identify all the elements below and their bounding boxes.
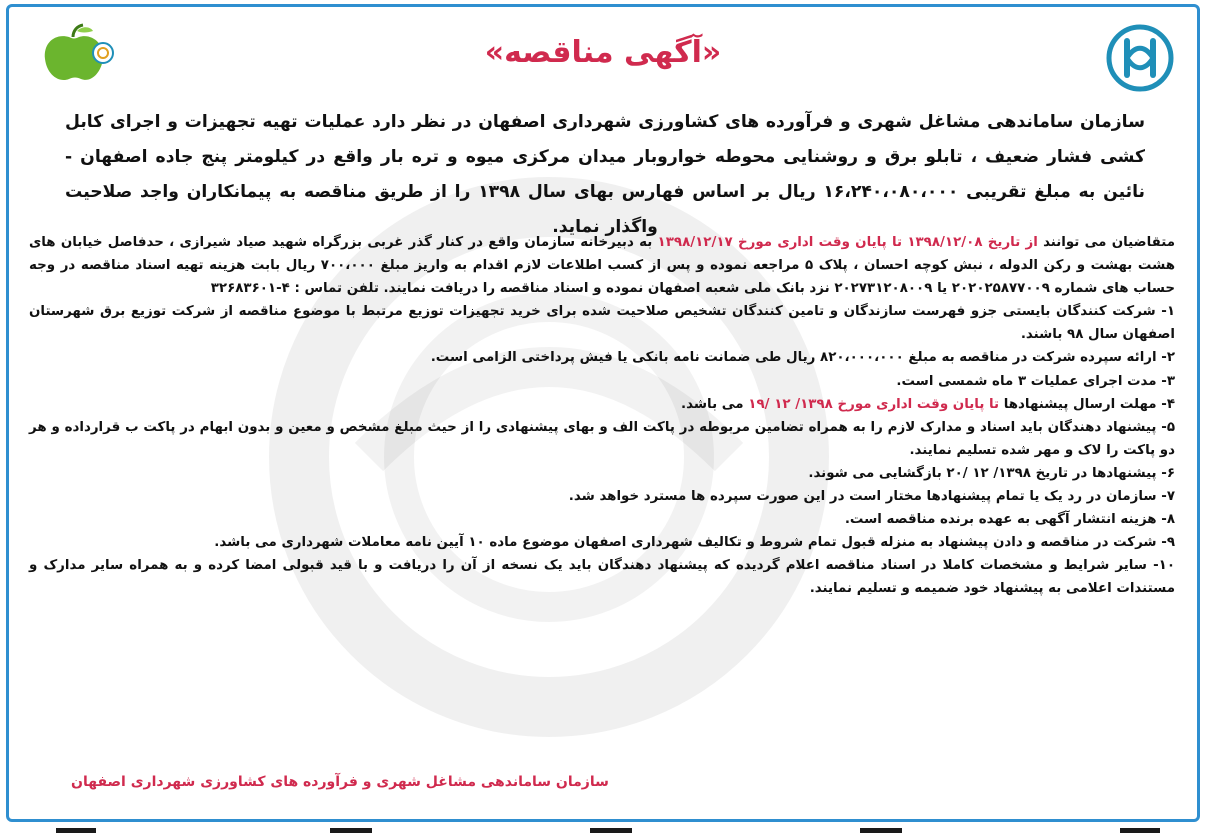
notice-body [29, 231, 1175, 601]
condition-item-8: ۸- هزینه انتشار آگهی به عهده برنده مناقصه است. [844, 512, 1175, 528]
bottom-rule-mark [590, 828, 632, 833]
application-paragraph [29, 231, 1175, 300]
condition-item-10: ۱۰- سایر شرایط و مشخصات کاملا در اسناد مناقصه اعلام گردیده که پیشنهاد دهندگان باید یک نسخه از آن را دریافت و با قید قبولی امضا کرده و به همراه سایر مدارک و مستندات اعلامی به پیشنهاد خود ضمیمه و تسلیم نمایند. [29, 558, 1175, 597]
issuer-signature: سازمان ساماندهی مشاغل شهری و فرآورده های کشاورزی شهرداری اصفهان [71, 774, 609, 790]
condition-item-1: ۱- شرکت کنندگان بایستی جزو فهرست سازندگان و تامین کنندگان تشخیص صلاحیت شده برای خرید تجهیزات توزیع مرتبط با موضوع مناقصه از شرکت توزیع برق شهرستان اصفهان سال ۹۸ باشند. [29, 304, 1175, 343]
deadline-text-start: ۴- مهلت ارسال پیشنهادها [999, 396, 1175, 412]
notice-frame [6, 4, 1200, 822]
condition-item-5: ۵- پیشنهاد دهندگان باید اسناد و مدارک لازم را به همراه تضامین مربوطه در پاکت الف و بهای پیشنهادی را از حیث مبلغ مشخص و معین و بدون ابهام در پاکت ب قرارداده و هر دو پاکت را لاک و مهر شده تسلیم نمایند. [29, 419, 1175, 458]
bottom-rule-mark [860, 828, 902, 833]
application-text-start: متقاضیان می توانند [1037, 235, 1175, 250]
deadline-date: تا پایان وقت اداری مورخ ۱۳۹۸/ ۱۲ /۱۹ [748, 396, 1000, 412]
condition-item-2: ۲- ارائه سپرده شرکت در مناقصه به مبلغ ۸۲۰،۰۰۰،۰۰۰ ریال طی ضمانت نامه بانکی یا فیش پرداختی الزامی است. [430, 350, 1175, 366]
notice-title: «آگهی مناقصه» [484, 35, 722, 70]
bottom-rule-mark [56, 828, 96, 833]
condition-item-6: ۶- پیشنهادها در تاریخ ۱۳۹۸/ ۱۲ /۲۰ بازگشایی می شوند. [808, 465, 1175, 481]
application-text-end: به دبیرخانه سازمان واقع در کنار گذر غربی بزرگراه شهید صیاد شیرازی ، حدفاصل خیابان های هشت بهشت و رکن الدوله ، نبش کوچه احسان ، پلاک ۵ مراجعه نموده و پس از کسب اطلاعات لازم اقدام به واریز مبلغ ۷۰۰،۰۰۰ ریال بابت هزینه تهیه اسناد مناقصه در وجه حساب های شماره ۲۰۲۰۲۵۸۷۷۰۰۹ یا ۲۰۲۷۳۱۲۰۸۰۰۹ نزد بانک ملی شعبه اصفهان نموده و اسناد مناقصه را دریافت نمایند. تلفن تماس : ۴-۳۲۶۸۳۶۰۱ [29, 235, 1175, 297]
condition-item-3: ۳- مدت اجرای عملیات ۳ ماه شمسی است. [896, 373, 1175, 389]
bottom-rule [0, 825, 1208, 835]
condition-item-9: ۹- شرکت در مناقصه و دادن پیشنهاد به منزله قبول تمام شروط و تکالیف شهرداری اصفهان موضوع ماده ۱۰ آیین نامه معاملات شهرداری می باشد. [214, 535, 1175, 551]
notice-intro: سازمان ساماندهی مشاغل شهری و فرآورده های کشاورزی شهرداری اصفهان در نظر دارد عملیات تهیه تجهیزات و اجرای کابل کشی فشار ضعیف ، تابلو برق و روشنایی محوطه خواروبار میدان مرکزی میوه و تره بار واقع در کیلومتر پنج جاده اصفهان - نائین به مبلغ تقریبی ۱۶،۲۴۰،۰۸۰،۰۰۰ ریال بر اساس فهارس بهای سال ۱۳۹۸ را از طریق مناقصه به پیمانکاران واجد صلاحیت واگذار نماید. [65, 112, 1145, 237]
condition-item-7: ۷- سازمان در رد یک یا تمام پیشنهادها مختار است در این صورت سپرده ها مسترد خواهد شد. [568, 489, 1175, 505]
bottom-rule-mark [1120, 828, 1160, 833]
condition-item-4 [29, 393, 1175, 416]
application-date-range: از تاریخ ۱۳۹۸/۱۲/۰۸ تا پایان وقت اداری مورخ ۱۳۹۸/۱۲/۱۷ [657, 235, 1038, 250]
deadline-text-end: می باشد. [681, 396, 749, 412]
bottom-rule-mark [330, 828, 372, 833]
